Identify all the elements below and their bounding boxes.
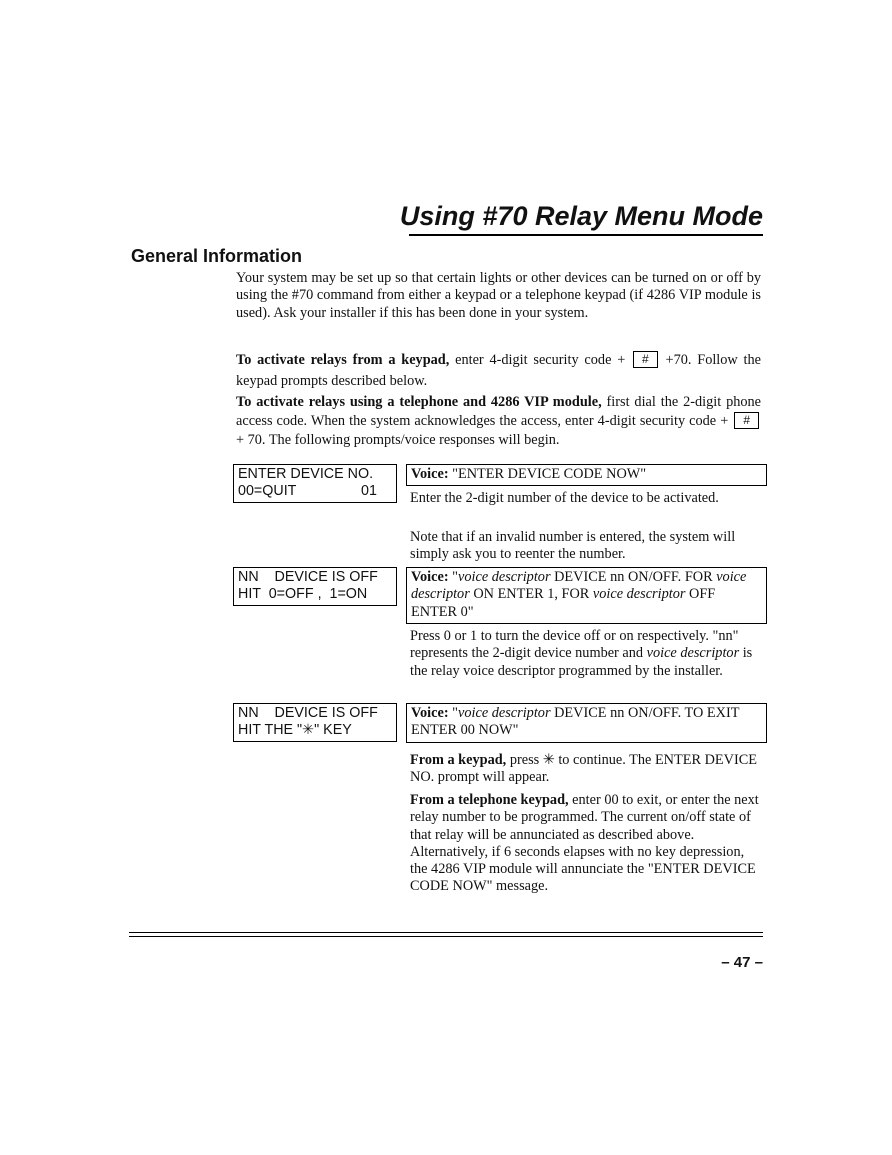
title-underline — [409, 234, 763, 236]
from-keypad-paragraph — [410, 752, 763, 787]
page-number: – 47 – — [721, 954, 763, 971]
keypad-instruction-text-a: enter 4-digit security code + — [449, 352, 632, 368]
phone-instruction — [236, 393, 761, 450]
voice-text: ON ENTER 1, FOR — [469, 586, 593, 603]
lcd-display-enter-device — [233, 464, 397, 503]
voice-prompt-box — [406, 464, 767, 486]
voice-descriptor: voice descriptor — [411, 569, 747, 603]
pound-key-box: # — [633, 351, 658, 368]
lcd-line-2-left: 00=QUIT — [238, 483, 297, 499]
voice-text: DEVICE nn ON/OFF. FOR — [550, 569, 717, 585]
lcd-line-2-right: 01 — [361, 483, 377, 499]
lcd-line-2: HIT 0=OFF , 1=ON — [238, 586, 368, 602]
footer-rule — [129, 936, 763, 937]
lcd-display-hit-star — [233, 703, 397, 742]
section-heading: General Information — [131, 246, 303, 266]
voice-label: Voice: — [411, 569, 449, 585]
intro-paragraph: Your system may be set up so that certain lights or other devices can be turned on or off by using the #70 command from either a keypad or a telephone keypad (if 4286 VIP module is used). Ask your installer if this has been done in your system. — [236, 270, 761, 321]
voice-text: DEVICE nn ON/OFF. TO EXIT ENTER 00 NOW" — [411, 705, 740, 739]
lcd-line-1: ENTER DEVICE NO. — [238, 466, 374, 482]
from-telephone-text: enter 00 to exit, or enter the next relay number to be programmed. The current on/off state of that relay will be annunciated as described above. Alternatively, if 6 seconds elapses with no key depression, the 4286 VIP module will annunciate the "ENTER DEVICE CODE NOW" message. — [410, 792, 759, 895]
phone-instruction-text-a: first dial the 2-digit phone access code. When the system acknowledges the access, enter 4-digit security code + — [236, 394, 762, 429]
from-keypad-lead: From a keypad, — [410, 752, 507, 768]
phone-instruction-text-b: + 70. The following prompts/voice responses will begin. — [236, 432, 560, 448]
lcd-line-1: NN DEVICE IS OFF — [238, 569, 378, 585]
voice-prompt-box — [406, 703, 767, 743]
step2-description — [410, 628, 763, 680]
lcd-display-device-status — [233, 567, 397, 606]
step1-description: Enter the 2-digit number of the device to be activated. — [410, 490, 719, 506]
voice-text: "ENTER DEVICE CODE NOW" — [448, 466, 647, 482]
lcd-line-1: NN DEVICE IS OFF — [238, 705, 378, 721]
voice-label: Voice: — [411, 466, 449, 482]
voice-descriptor: voice descriptor — [458, 569, 551, 585]
pound-key-box: # — [734, 412, 759, 429]
keypad-instruction-lead: To activate relays from a keypad, — [236, 352, 450, 368]
voice-text: OFF ENTER 0" — [411, 586, 716, 620]
voice-quote-open: " — [448, 705, 459, 721]
lcd-line-2 — [238, 483, 396, 500]
voice-descriptor: voice descriptor — [592, 586, 686, 603]
voice-label: Voice: — [411, 705, 449, 721]
step2-description-a: Press 0 or 1 to turn the device off or on respectively. "nn" represents the 2-digit device number and — [410, 628, 739, 662]
lcd-line-2: HIT THE "✳" KEY — [238, 722, 352, 738]
phone-instruction-lead: To activate relays using a telephone and 4286 VIP module, — [236, 394, 602, 410]
footer-rule — [129, 932, 763, 933]
from-telephone-paragraph — [410, 792, 763, 896]
voice-descriptor: voice descriptor — [458, 705, 551, 721]
keypad-instruction — [236, 350, 761, 392]
voice-prompt-box — [406, 567, 767, 624]
from-telephone-lead: From a telephone keypad, — [410, 792, 569, 808]
page-title: Using #70 Relay Menu Mode — [399, 201, 763, 231]
voice-descriptor: voice descriptor — [646, 645, 740, 662]
step1-note: Note that if an invalid number is entered, the system will simply ask you to reenter the number. — [410, 529, 736, 563]
keypad-instruction-text-b: +70. Follow the keypad prompts described below. — [236, 352, 762, 389]
step2-description-b: is the relay voice descriptor programmed by the installer. — [410, 645, 753, 679]
from-keypad-text: press ✳ to continue. The ENTER DEVICE NO. prompt will appear. — [410, 752, 757, 786]
voice-quote-open: " — [448, 569, 459, 585]
